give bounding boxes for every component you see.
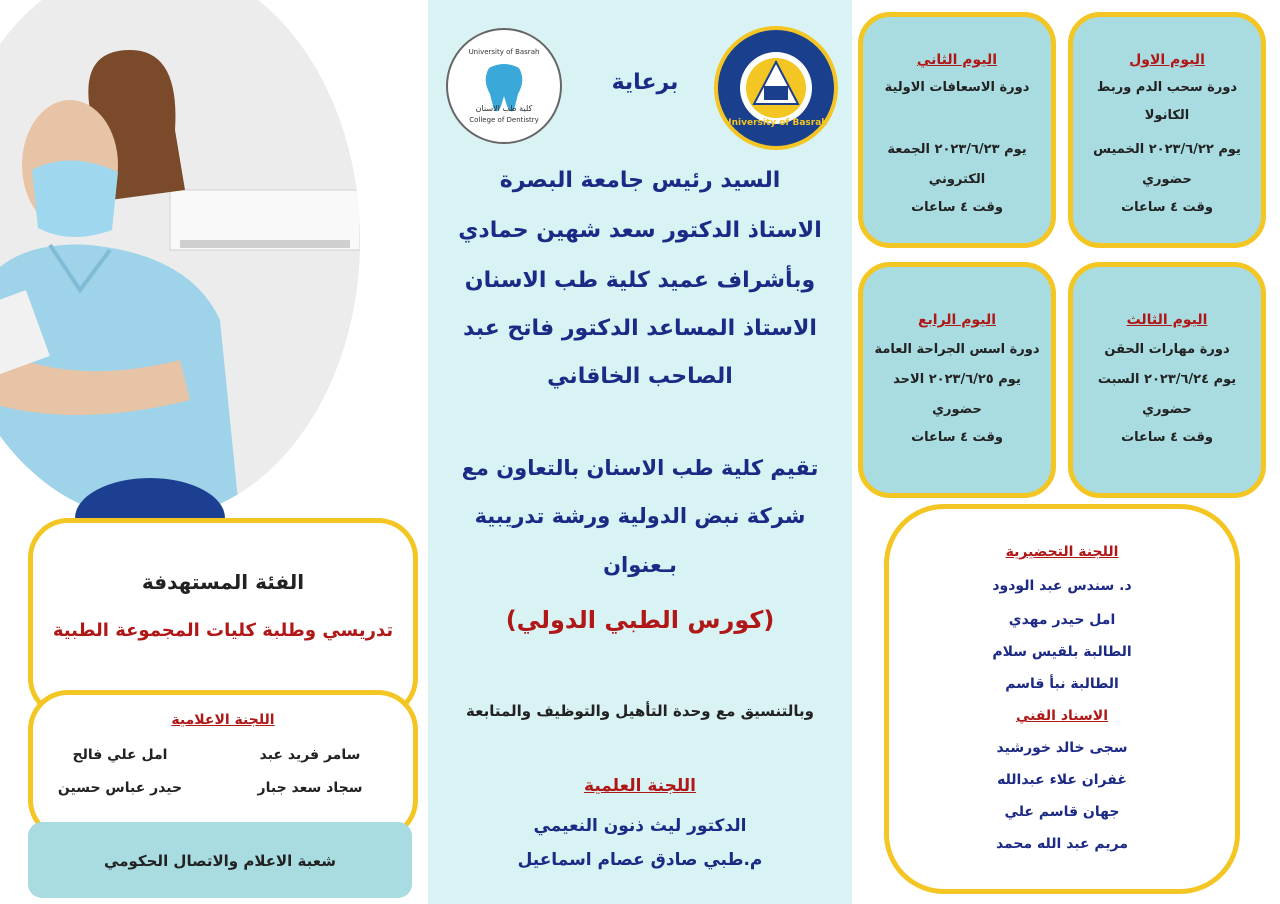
basrah-logo-caption: University of Basrah xyxy=(724,118,828,128)
day-4-title: اليوم الرابع xyxy=(917,312,997,328)
prep-member: د. سندس عبد الودود xyxy=(992,578,1132,594)
media-footer-text: شعبة الاعلام والاتصال الحكومي xyxy=(104,852,336,870)
day-3-line: دورة مهارات الحقن xyxy=(1104,342,1230,357)
university-basrah-logo xyxy=(714,26,838,150)
scientific-member: الدكتور ليث ذنون النعيمي xyxy=(533,816,747,836)
day-4-line: يوم ٢٠٢٣/٦/٢٥ الاحد xyxy=(893,372,1021,387)
event-line-1: تقيم كلية طب الاسنان بالتعاون مع xyxy=(461,456,819,480)
basrah-emblem-icon xyxy=(718,30,834,146)
dentistry-logo-ar: كلية طب الاسنان xyxy=(475,104,533,113)
nurse-illustration xyxy=(0,0,360,520)
day-1-line: حضوري xyxy=(1142,172,1192,187)
media-committee-heading: اللجنة الاعلامية xyxy=(171,712,275,728)
day-1-title: اليوم الاول xyxy=(1129,52,1205,68)
patron-line-2: الاستاذ الدكتور سعد شهين حمادي xyxy=(458,218,822,243)
day-3-line: حضوري xyxy=(1142,402,1192,417)
prep-member: الطالبة نبأ قاسم xyxy=(1005,676,1119,692)
tech-member: سجى خالد خورشيد xyxy=(996,740,1128,756)
college-dentistry-logo xyxy=(446,28,562,144)
tech-member: غفران علاء عبدالله xyxy=(997,772,1127,788)
prep-member: الطالبة بلقيس سلام xyxy=(992,644,1132,660)
day-1-line: دورة سحب الدم وربط xyxy=(1096,80,1238,95)
media-member: سامر فريد عبد xyxy=(259,747,361,763)
prep-member: امل حيدر مهدي xyxy=(1008,612,1116,628)
tech-member: مريم عبد الله محمد xyxy=(995,836,1129,852)
tech-member: جهان قاسم علي xyxy=(1004,804,1120,820)
course-title: (كورس الطبي الدولي) xyxy=(505,606,775,634)
event-line-3: بـعنوان xyxy=(603,553,677,577)
day-3-line: يوم ٢٠٢٣/٦/٢٤ السبت xyxy=(1097,372,1237,387)
day-4-line: وقت ٤ ساعات xyxy=(911,430,1003,445)
tech-support-heading: الاسناد الفني xyxy=(1015,708,1109,724)
scientific-member: م.طبي صادق عصام اسماعيل xyxy=(517,850,763,870)
dentistry-logo-college: College of Dentistry xyxy=(469,116,539,124)
day-1-line: يوم ٢٠٢٣/٦/٢٢ الخميس xyxy=(1093,142,1241,157)
day-4-line: حضوري xyxy=(932,402,982,417)
media-member: حيدر عباس حسين xyxy=(57,780,183,796)
day-2-line: دورة الاسعافات الاولية xyxy=(884,80,1030,95)
target-audience-box xyxy=(28,518,418,718)
day-2-line: الكتروني xyxy=(928,172,986,187)
media-member: امل علي فالح xyxy=(72,747,168,763)
day-1-line: الكانولا xyxy=(1144,108,1190,123)
day-2-line: يوم ٢٠٢٣/٦/٢٣ الجمعة xyxy=(887,142,1027,157)
day-3-line: وقت ٤ ساعات xyxy=(1121,430,1213,445)
target-text: تدريسي وطلبة كليات المجموعة الطبية xyxy=(52,620,394,641)
patron-line-4: الاستاذ المساعد الدكتور فاتح عبد xyxy=(463,316,817,341)
patron-line-3: وبأشراف عميد كلية طب الاسنان xyxy=(464,268,816,293)
patronage-label: برعاية xyxy=(611,70,679,95)
nurse-photo xyxy=(0,0,360,520)
day-3-title: اليوم الثالث xyxy=(1126,312,1208,328)
scientific-committee-heading: اللجنة العلمية xyxy=(584,776,696,796)
coordination-text: وبالتنسيق مع وحدة التأهيل والتوظيف والمتابعة xyxy=(466,702,814,720)
day-2-line: وقت ٤ ساعات xyxy=(911,200,1003,215)
day-4-line: دورة اسس الجراحة العامة xyxy=(874,342,1040,357)
target-heading: الفئة المستهدفة xyxy=(141,570,305,594)
dentistry-logo-en: University of Basrah xyxy=(468,48,540,56)
patron-line-1: السيد رئيس جامعة البصرة xyxy=(499,168,781,193)
patron-line-5: الصاحب الخاقاني xyxy=(547,364,733,389)
media-member: سجاد سعد جبار xyxy=(257,780,363,796)
event-line-2: شركة نبض الدولية ورشة تدريبية xyxy=(474,504,806,528)
prep-heading: اللجنة التحضيرية xyxy=(1005,544,1119,560)
day-2-title: اليوم الثاني xyxy=(916,52,998,68)
day-1-line: وقت ٤ ساعات xyxy=(1121,200,1213,215)
